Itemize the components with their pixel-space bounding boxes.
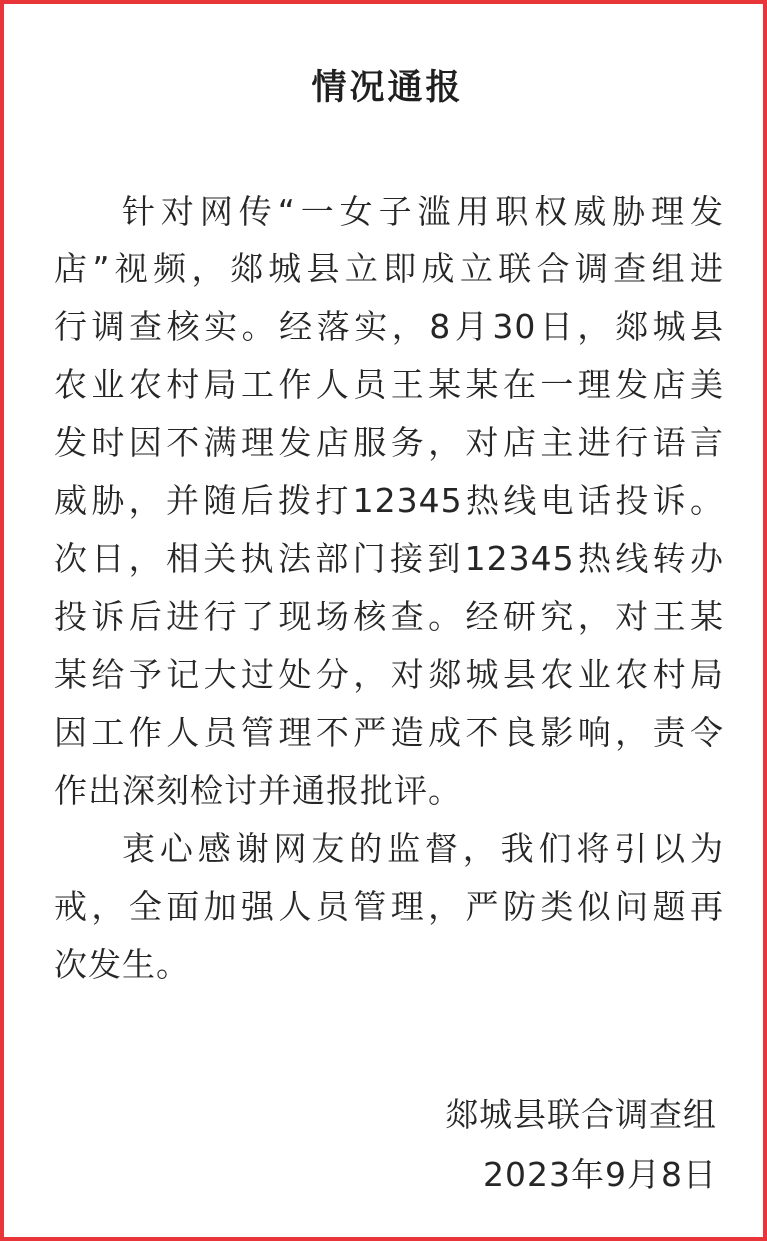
body-line-12: 衷心感谢网友的监督，我们将引以为 xyxy=(122,829,724,868)
signature-date: 2023年9月8日 xyxy=(483,1155,717,1194)
signature-organization: 郯城县联合调查组 xyxy=(445,1095,717,1134)
body-line-8: 投诉后进行了现场核查。经研究，对王某 xyxy=(54,597,724,636)
body-line-4: 农业农村局工作人员王某某在一理发店美 xyxy=(54,365,724,404)
body-line-3: 行调查核实。经落实，8月30日，郯城县 xyxy=(54,307,724,346)
body-line-13: 戒，全面加强人员管理，严防类似问题再 xyxy=(54,887,724,926)
body-line-5: 发时因不满理发店服务，对店主进行语言 xyxy=(54,423,724,462)
body-line-11: 作出深刻检讨并通报批评。 xyxy=(54,771,462,810)
body-line-9: 某给予记大过处分，对郯城县农业农村局 xyxy=(54,655,724,694)
body-line-10: 因工作人员管理不严造成不良影响，责令 xyxy=(54,713,724,752)
body-line-7: 次日，相关执法部门接到12345热线转办 xyxy=(54,539,724,578)
body-line-2: 店”视频，郯城县立即成立联合调查组进 xyxy=(54,249,724,288)
page-title: 情况通报 xyxy=(311,68,464,108)
body-line-14: 次发生。 xyxy=(54,945,190,984)
body-line-6: 威胁，并随后拨打12345热线电话投诉。 xyxy=(54,481,724,520)
body-line-1: 针对网传“一女子滥用职权威胁理发 xyxy=(122,192,724,231)
